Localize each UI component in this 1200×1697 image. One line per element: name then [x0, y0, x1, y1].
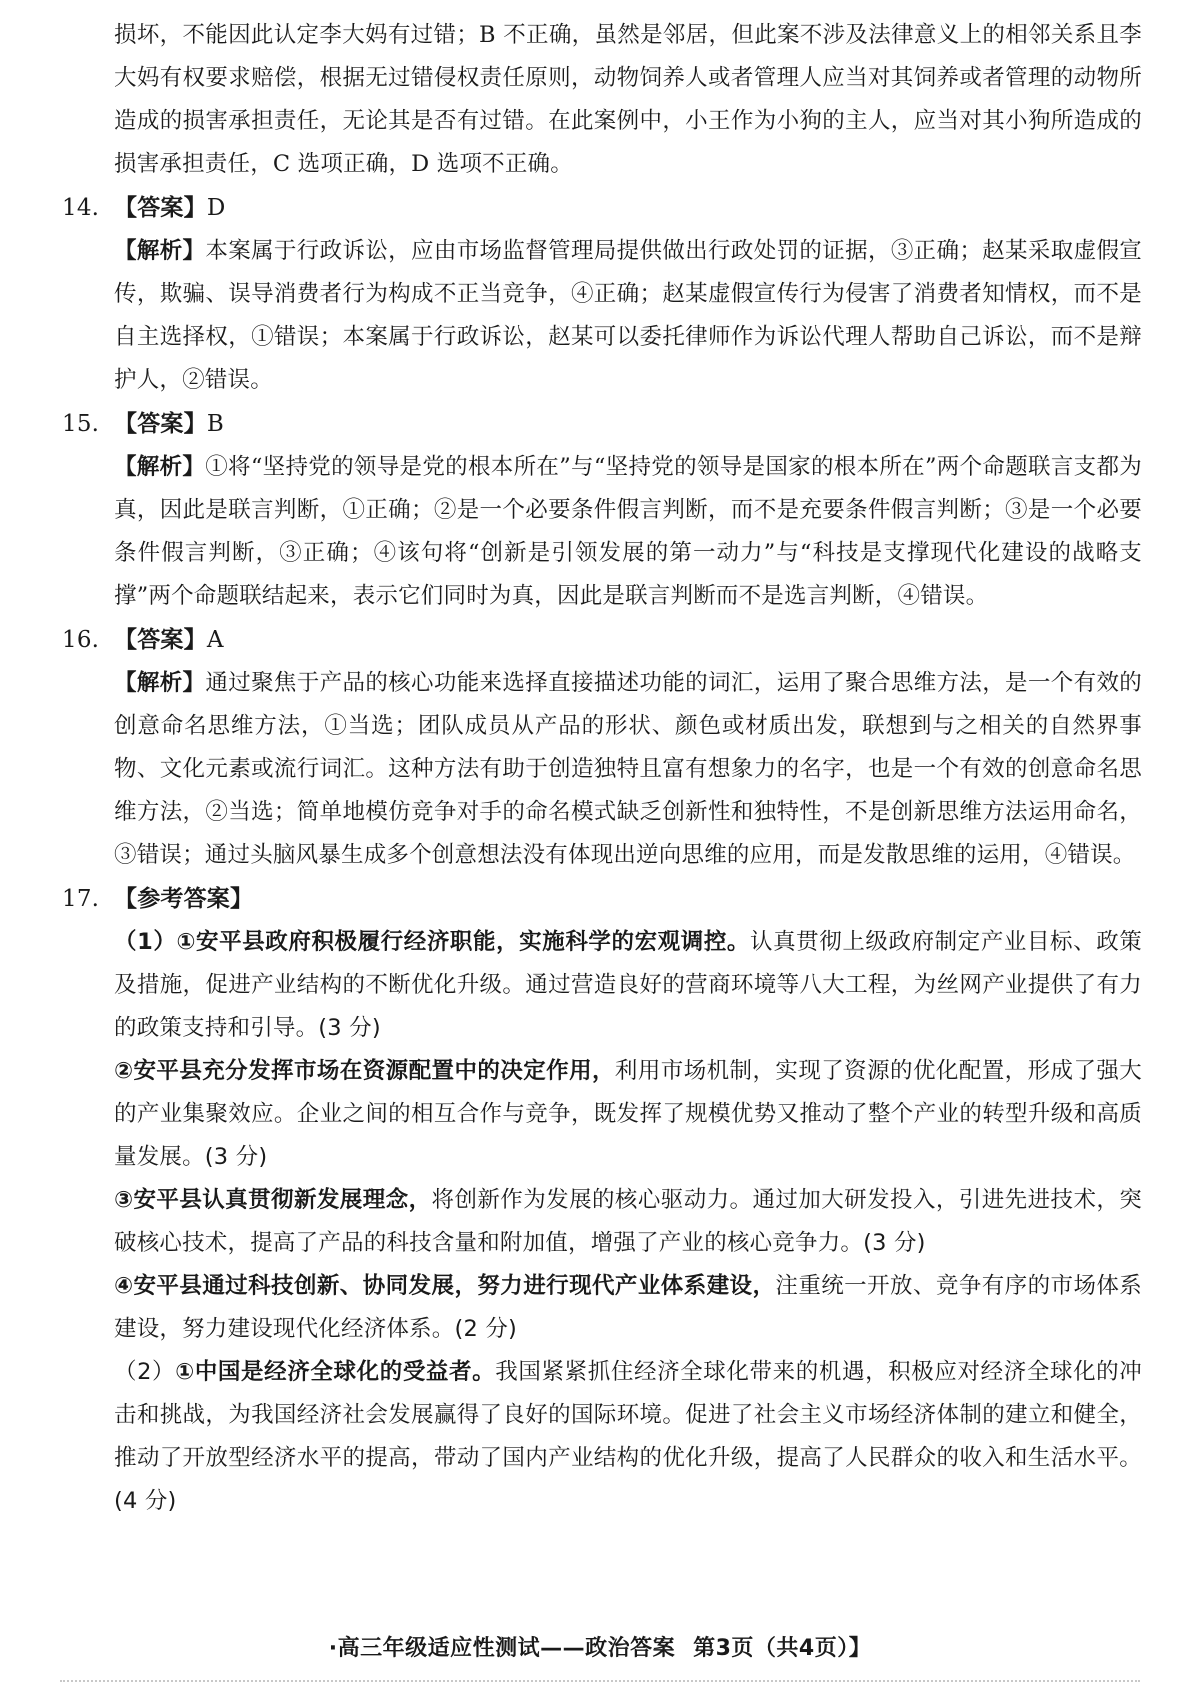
- q16-answer-line: [62, 618, 1142, 662]
- q15-answer-line: [62, 402, 1142, 446]
- q15-number: 15.: [62, 411, 100, 437]
- q15-analysis-text: ①将“坚持党的领导是党的根本所在”与“坚持党的领导是国家的根本所在”两个命题联言支都为真，因此是联言判断，①正确；②是一个必要条件假言判断，而不是充要条件假言判断；③是一个必要条件假言判断，③正确；④该句将“创新是引领发展的第一动力”与“科技是支撑现代化建设的战略支撑”两个命题联结起来，表示它们同时为真，因此是联言判断而不是选言判断，④错误。: [114, 454, 1142, 609]
- q15-answer-value: B: [206, 411, 224, 437]
- q14-answer-line: [62, 186, 1142, 230]
- page-footer: [0, 1633, 1200, 1665]
- q17-part1-point1: [62, 921, 1142, 1050]
- q16-number: 16.: [62, 627, 100, 653]
- q16-answer-label: 【答案】: [114, 626, 207, 653]
- q17-p2-body: 利用市场机制，实现了资源的优化配置，形成了强大的产业集聚效应。企业之间的相互合作与竞争，既发挥了规模优势又推动了整个产业的转型升级和高质量发展。(3 分): [114, 1058, 1142, 1170]
- q16-analysis: [62, 662, 1142, 877]
- q14-analysis-label: 【解析】: [114, 238, 206, 264]
- q17-p5-body: 我国紧紧抓住经济全球化带来的机遇，积极应对经济全球化的冲击和挑战，为我国经济社会发展赢得了良好的国际环境。促进了社会主义市场经济体制的建立和健全，推动了开放型经济水平的提高，带动了国内产业结构的优化升级，提高了人民群众的收入和生活水平。(4 分): [114, 1359, 1142, 1514]
- q17-p4-heading: ④安平县通过科技创新、协同发展，努力进行现代产业体系建设，: [114, 1273, 776, 1299]
- q14-answer-label: 【答案】: [114, 194, 207, 221]
- q16-analysis-label: 【解析】: [114, 670, 206, 696]
- q14-analysis-text: 本案属于行政诉讼，应由市场监督管理局提供做出行政处罚的证据，③正确；赵某采取虚假宣传，欺骗、误导消费者行为构成不正当竞争，④正确；赵某虚假宣传行为侵害了消费者知情权，而不是自主选择权，①错误；本案属于行政诉讼，赵某可以委托律师作为诉讼代理人帮助自己诉讼，而不是辩护人，②错误。: [114, 238, 1142, 393]
- q17-part1-point2: [62, 1050, 1142, 1179]
- q17-p5-heading: ①中国是经济全球化的受益者。: [175, 1359, 496, 1385]
- footer-page-number: 第3页（共4页）】: [693, 1636, 872, 1661]
- q16-analysis-text: 通过聚焦于产品的核心功能来选择直接描述功能的词汇，运用了聚合思维方法，是一个有效的创意命名思维方法，①当选；团队成员从产品的形状、颜色或材质出发，联想到与之相关的自然界事物、文化元素或流行词汇。这种方法有助于创造独特且富有想象力的名字，也是一个有效的创意命名思维方法，②当选；简单地模仿竞争对手的命名模式缺乏创新性和独特性，不是创新思维方法运用命名，③错误；通过头脑风暴生成多个创意想法没有体现出逆向思维的应用，而是发散思维的运用，④错误。: [114, 670, 1142, 868]
- footer-divider: [60, 1680, 1140, 1686]
- q15-analysis-label: 【解析】: [114, 454, 206, 480]
- q15-answer-label: 【答案】: [114, 410, 207, 437]
- q13-analysis-continued: 损坏，不能因此认定李大妈有过错；B 不正确，虽然是邻居，但此案不涉及法律意义上的相邻关系且李大妈有权要求赔偿，根据无过错侵权责任原则，动物饲养人或者管理人应当对其饲养或者管理的动物所造成的损害承担责任，无论其是否有过错。在此案例中，小王作为小狗的主人，应当对其小狗所造成的损害承担责任，C 选项正确，D 选项不正确。: [114, 22, 1142, 177]
- footer-title: ·高三年级适应性测试——政治答案: [328, 1636, 676, 1661]
- q14-answer-value: D: [206, 195, 226, 221]
- q17-p4-body: 注重统一开放、竞争有序的市场体系建设，努力建设现代化经济体系。(2 分): [114, 1273, 1142, 1342]
- q17-p1-heading: （1）①安平县政府积极履行经济职能，实施科学的宏观调控。: [114, 929, 750, 955]
- page-content: [62, 14, 1142, 1523]
- q15-analysis: [62, 446, 1142, 618]
- q17-p2-heading: ②安平县充分发挥市场在资源配置中的决定作用，: [114, 1058, 615, 1084]
- q17-p3-heading: ③安平县认真贯彻新发展理念，: [114, 1187, 432, 1213]
- q17-part1-point3: [62, 1179, 1142, 1265]
- q17-p5-prefix: （2）: [114, 1359, 176, 1385]
- q14-number: 14.: [62, 195, 100, 221]
- q17-heading: [62, 877, 1142, 921]
- q17-part2-point1: [62, 1351, 1142, 1523]
- q17-number: 17.: [62, 886, 100, 912]
- q14-analysis: [62, 230, 1142, 402]
- q17-p3-body: 将创新作为发展的核心驱动力。通过加大研发投入，引进先进技术，突破核心技术，提高了产品的科技含量和附加值，增强了产业的核心竞争力。(3 分): [114, 1187, 1142, 1256]
- q16-answer-value: A: [206, 627, 224, 653]
- q17-label: 【参考答案】: [114, 885, 254, 912]
- q17-p1-body: 认真贯彻上级政府制定产业目标、政策及措施，促进产业结构的不断优化升级。通过营造良好的营商环境等八大工程，为丝网产业提供了有力的政策支持和引导。(3 分): [114, 929, 1143, 1041]
- q17-part1-point4: [62, 1265, 1142, 1351]
